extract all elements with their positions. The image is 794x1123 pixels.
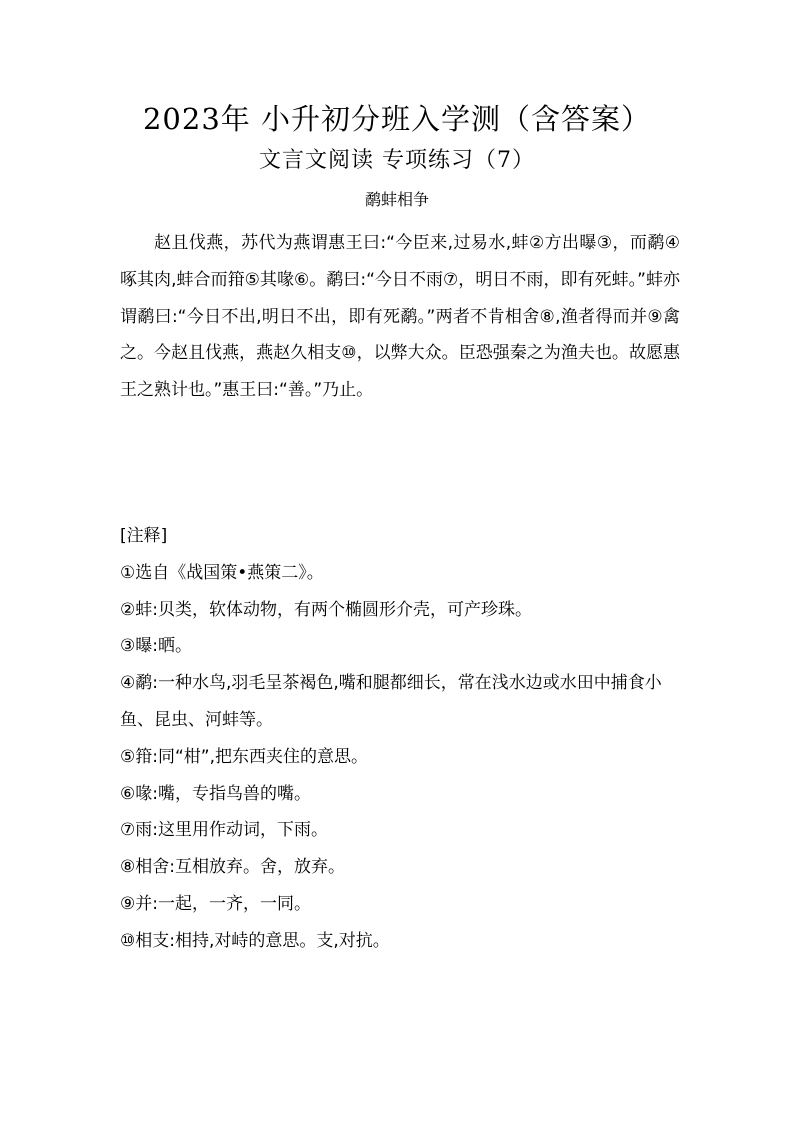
- note-item: ③曝:晒。: [120, 636, 192, 657]
- page-title: 2023年 小升初分班入学测（含答案）: [142, 102, 652, 136]
- notes-section: [120, 518, 690, 960]
- note-item: ⑨并:一起，一齐，一同。: [120, 893, 311, 914]
- essay-title: 鹬蚌相争: [364, 190, 429, 209]
- page-subtitle: 文言文阅读 专项练习（7）: [259, 148, 535, 173]
- note-item: ⑧相舍:互相放弃。舍，放弃。: [120, 857, 345, 878]
- note-item: ①选自《战国策•燕策二》。: [120, 562, 324, 583]
- note-item: ⑤箝:同“柑”,把东西夹住的意思。: [120, 746, 368, 767]
- note-item: ⑥喙:嘴，专指鸟兽的嘴。: [120, 783, 311, 804]
- essay-body: 赵且伐燕，苏代为燕谓惠王曰:“今臣来,过易水,蚌②方出曝③，而鹬④啄其肉,蚌合而箝⑤其喙⑥。鹬曰:“今日不雨⑦，明日不雨，即有死蚌。”蚌亦谓鹬曰:“今日不出,明日不出，即有死鹬。”两者不肯相舍⑧,渔者得而并⑨禽之。今赵且伐燕，燕赵久相支⑩，以弊大众。臣恐强秦之为渔夫也。故愿惠王之熟计也。”惠王曰:“善。”乃止。: [120, 233, 680, 401]
- note-item: ②蚌:贝类，软体动物，有两个椭圆形介壳，可产珍珠。: [120, 599, 532, 620]
- notes-header: [注释]: [120, 526, 168, 546]
- note-item: ④鹬:一种水鸟,羽毛呈茶褐色,嘴和腿都细长，常在浅水边或水田中捕食小鱼、昆虫、河蚌等。: [120, 673, 662, 730]
- note-item: ⑦雨:这里用作动词，下雨。: [120, 820, 328, 841]
- note-item: ⑩相支:相持,对峙的意思。支,对抗。: [120, 930, 390, 951]
